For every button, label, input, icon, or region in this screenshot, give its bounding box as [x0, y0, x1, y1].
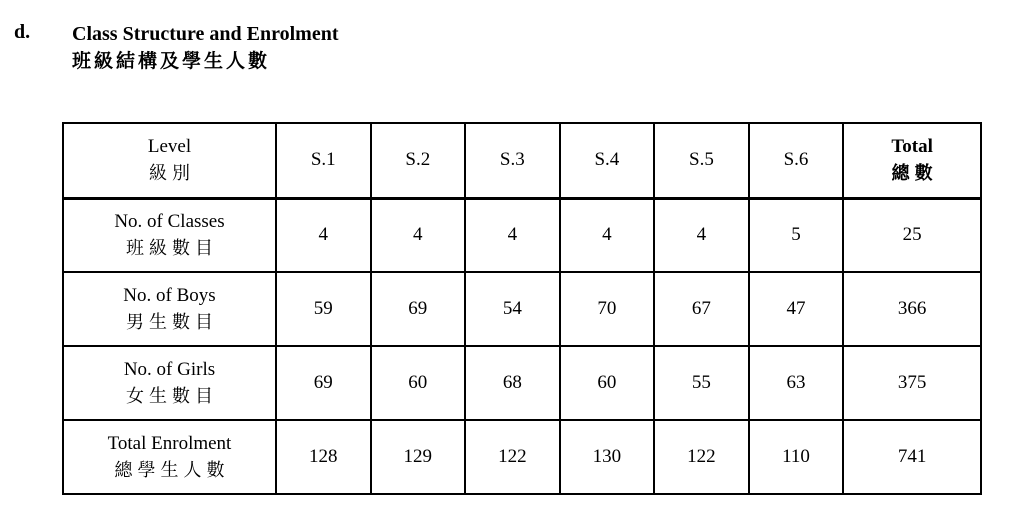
row-label-boys-chinese: 男生數目 — [125, 311, 218, 332]
enrolment-s5-value: 122 — [654, 420, 749, 494]
boys-s2-value: 69 — [371, 272, 466, 346]
row-label-boys — [63, 272, 276, 346]
header-s1-cell: S.1 — [276, 123, 371, 198]
row-label-total-enrolment-chinese: 總學生人數 — [114, 459, 230, 480]
row-label-girls-english: No. of Girls — [123, 358, 216, 380]
boys-s6-value: 47 — [749, 272, 844, 346]
section-letter: d. — [14, 21, 31, 43]
section-title-english: Class Structure and Enrolment — [72, 23, 339, 45]
girls-s1-value: 69 — [276, 346, 371, 420]
header-level-english: Level — [147, 135, 192, 157]
header-s5-cell: S.5 — [654, 123, 749, 198]
classes-s3-value: 4 — [465, 198, 560, 272]
section-heading — [14, 21, 339, 77]
classes-s6-value: 5 — [749, 198, 844, 272]
enrolment-s3-value: 122 — [465, 420, 560, 494]
header-s2-cell: S.2 — [371, 123, 466, 198]
enrolment-s6-value: 110 — [749, 420, 844, 494]
header-total-english: Total — [891, 135, 933, 157]
row-label-total-enrolment-english: Total Enrolment — [107, 432, 232, 454]
girls-s2-value: 60 — [371, 346, 466, 420]
table-row-classes — [63, 198, 981, 272]
row-label-girls-chinese: 女生數目 — [125, 385, 218, 406]
boys-s1-value: 59 — [276, 272, 371, 346]
header-s3-cell: S.3 — [465, 123, 560, 198]
enrolment-s4-value: 130 — [560, 420, 655, 494]
enrolment-s1-value: 128 — [276, 420, 371, 494]
header-total-cell — [843, 123, 981, 198]
table-row-girls — [63, 346, 981, 420]
boys-total-value: 366 — [843, 272, 981, 346]
classes-s5-value: 4 — [654, 198, 749, 272]
header-total-chinese: 總數 — [891, 162, 938, 183]
header-level-chinese: 級別 — [148, 162, 195, 183]
enrolment-table — [62, 122, 982, 495]
boys-s4-value: 70 — [560, 272, 655, 346]
row-label-classes — [63, 198, 276, 272]
boys-s3-value: 54 — [465, 272, 560, 346]
enrolment-s2-value: 129 — [371, 420, 466, 494]
boys-s5-value: 67 — [654, 272, 749, 346]
row-label-girls — [63, 346, 276, 420]
classes-s4-value: 4 — [560, 198, 655, 272]
girls-s6-value: 63 — [749, 346, 844, 420]
row-label-boys-english: No. of Boys — [123, 284, 216, 306]
classes-total-value: 25 — [843, 198, 981, 272]
row-label-total-enrolment — [63, 420, 276, 494]
girls-s4-value: 60 — [560, 346, 655, 420]
row-label-classes-chinese: 班級數目 — [125, 237, 218, 258]
section-title-chinese: 班級結構及學生人數 — [72, 51, 271, 72]
table-row-boys — [63, 272, 981, 346]
section-title-block — [72, 21, 339, 77]
table-header-row — [63, 123, 981, 198]
classes-s2-value: 4 — [371, 198, 466, 272]
enrolment-total-value: 741 — [843, 420, 981, 494]
girls-s5-value: 55 — [654, 346, 749, 420]
header-s4-cell: S.4 — [560, 123, 655, 198]
girls-s3-value: 68 — [465, 346, 560, 420]
header-level-cell — [63, 123, 276, 198]
row-label-classes-english: No. of Classes — [114, 210, 225, 232]
header-s6-cell: S.6 — [749, 123, 844, 198]
table-row-total-enrolment — [63, 420, 981, 494]
classes-s1-value: 4 — [276, 198, 371, 272]
girls-total-value: 375 — [843, 346, 981, 420]
